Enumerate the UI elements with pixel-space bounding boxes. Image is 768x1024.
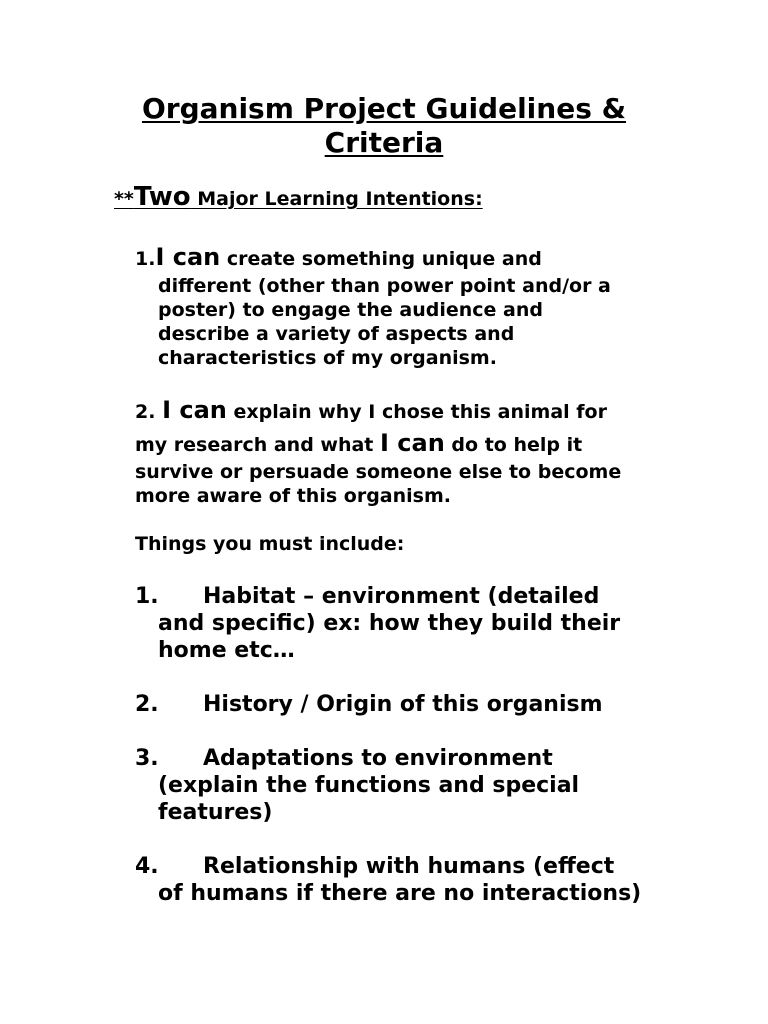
intention-2-text-2a: my research and what	[135, 434, 381, 456]
include-item-4-number: 4.	[135, 854, 159, 879]
include-item-1	[135, 583, 599, 610]
intention-1-i-can: I can	[155, 243, 221, 271]
intention-1-text-1: create something unique and	[220, 248, 542, 270]
include-item-4-line-2: of humans if there are no interactions)	[158, 881, 642, 906]
include-item-1-line-1: Habitat – environment (detailed	[203, 584, 600, 609]
intentions-emphasis: Two	[133, 182, 191, 212]
intentions-text: Major Learning Intentions:	[190, 188, 483, 210]
page-title-line-2: Criteria	[324, 126, 444, 159]
intention-1-line-2: different (other than power point and/or a	[158, 275, 611, 297]
include-item-2	[135, 691, 603, 718]
intention-2-i-can-2: I can	[380, 429, 445, 457]
intention-2-line-3: survive or persuade someone else to become	[135, 461, 622, 483]
page-title-line-1: Organism Project Guidelines &	[141, 92, 627, 125]
intention-2-line-4: more aware of this organism.	[135, 485, 451, 507]
include-item-4-line-1: Relationship with humans (effect	[203, 854, 615, 879]
include-item-2-number: 2.	[135, 692, 159, 717]
include-item-4	[135, 853, 614, 880]
include-item-1-line-2: and specific) ex: how they build their	[158, 611, 621, 636]
include-item-1-number: 1.	[135, 584, 159, 609]
include-item-2-line-1: History / Origin of this organism	[203, 692, 603, 717]
learning-intentions-heading	[114, 182, 483, 212]
include-item-3-number: 3.	[135, 746, 159, 771]
intentions-prefix: **	[114, 188, 134, 210]
include-item-3-line-2: (explain the functions and special	[158, 773, 580, 798]
intention-1-line-1	[135, 245, 542, 272]
intention-2-text-1: explain why I chose this animal for	[226, 401, 607, 423]
intention-1-number: 1.	[135, 248, 156, 270]
include-item-3-line-1: Adaptations to environment	[203, 746, 553, 771]
intention-1-line-4: describe a variety of aspects and	[158, 323, 515, 345]
must-include-heading: Things you must include:	[135, 533, 405, 555]
intention-2-line-1	[135, 398, 607, 425]
intention-1-line-5: characteristics of my organism.	[158, 347, 497, 369]
intention-2-line-2	[135, 431, 582, 458]
include-item-3	[135, 745, 553, 772]
intention-2-text-2b: do to help it	[444, 434, 583, 456]
intention-1-line-3: poster) to engage the audience and	[158, 299, 543, 321]
intention-2-i-can-1: I can	[162, 396, 227, 424]
intention-2-number: 2.	[135, 401, 163, 423]
include-item-1-line-3: home etc…	[158, 638, 295, 663]
include-item-3-line-3: features)	[158, 800, 273, 825]
